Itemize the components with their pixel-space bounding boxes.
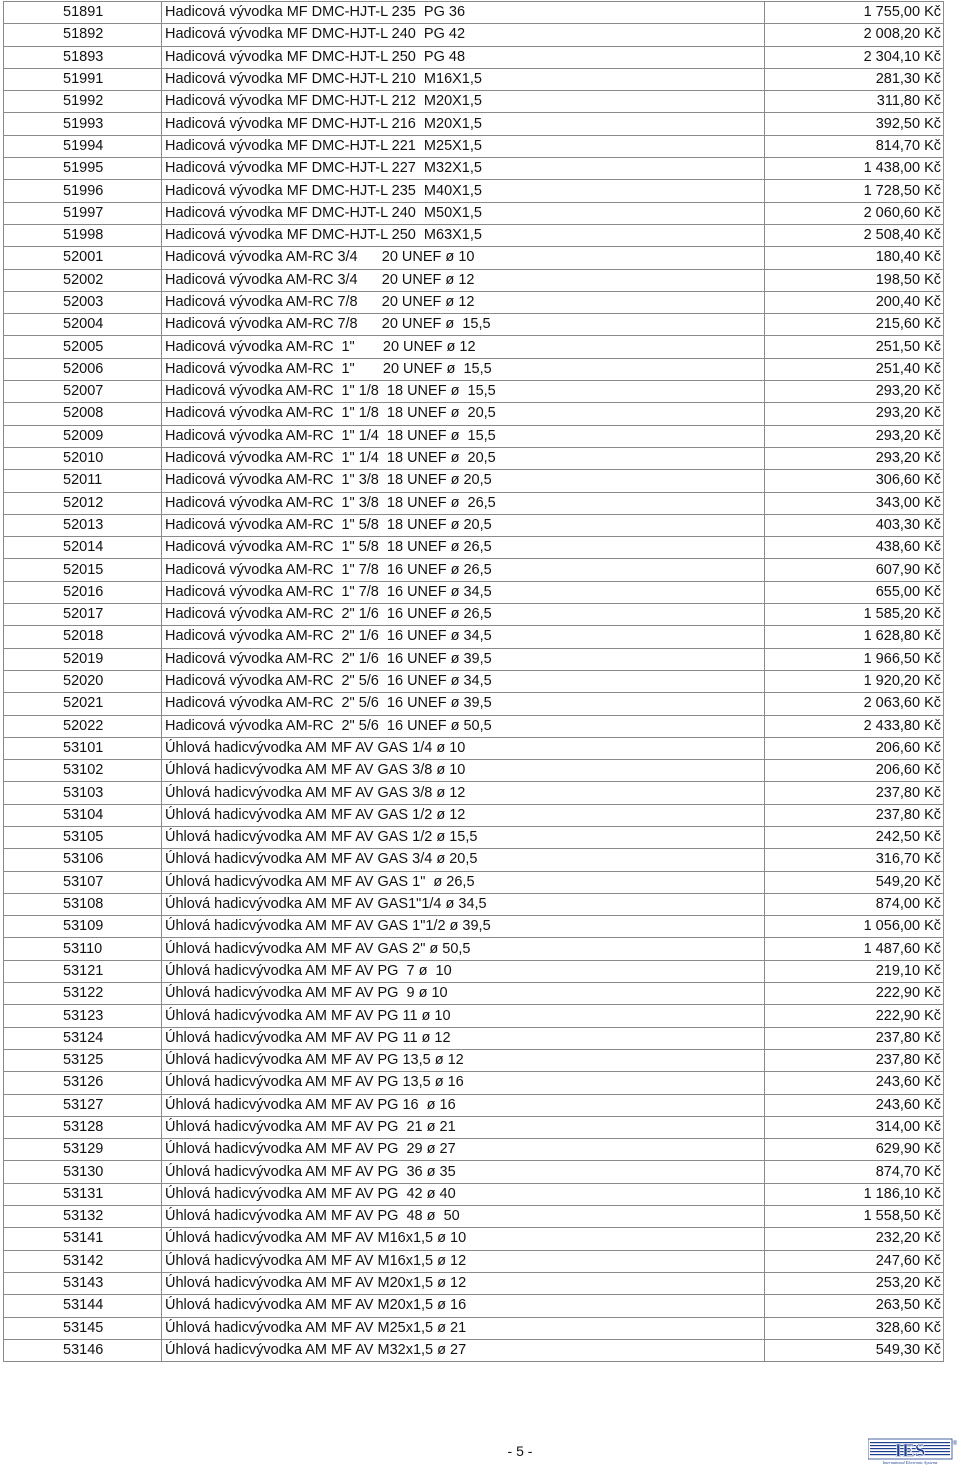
product-name: Úhlová hadicvývodka AM MF AV PG 13,5 ø 16 bbox=[162, 1072, 765, 1094]
product-price: 2 060,60 Kč bbox=[765, 202, 944, 224]
product-price: 243,60 Kč bbox=[765, 1072, 944, 1094]
product-price: 215,60 Kč bbox=[765, 314, 944, 336]
product-code: 52014 bbox=[4, 537, 162, 559]
product-code: 53107 bbox=[4, 871, 162, 893]
product-name: Úhlová hadicvývodka AM MF AV M20x1,5 ø 12 bbox=[162, 1272, 765, 1294]
logo-registered-mark: ® bbox=[952, 1441, 958, 1447]
price-list-body bbox=[4, 2, 944, 1362]
product-code: 53108 bbox=[4, 893, 162, 915]
table-row bbox=[4, 336, 944, 358]
product-price: 549,30 Kč bbox=[765, 1339, 944, 1361]
product-name: Úhlová hadicvývodka AM MF AV M16x1,5 ø 10 bbox=[162, 1228, 765, 1250]
product-name: Hadicová vývodka AM-RC 3/4 20 UNEF ø 12 bbox=[162, 269, 765, 291]
product-price: 237,80 Kč bbox=[765, 1049, 944, 1071]
product-code: 52013 bbox=[4, 514, 162, 536]
product-price: 607,90 Kč bbox=[765, 559, 944, 581]
product-code: 53124 bbox=[4, 1027, 162, 1049]
product-price: 293,20 Kč bbox=[765, 425, 944, 447]
product-name: Úhlová hadicvývodka AM MF AV GAS 1/2 ø 12 bbox=[162, 804, 765, 826]
product-price: 403,30 Kč bbox=[765, 514, 944, 536]
table-row bbox=[4, 269, 944, 291]
product-code: 52016 bbox=[4, 581, 162, 603]
product-name: Hadicová vývodka AM-RC 1" 7/8 16 UNEF ø 34,5 bbox=[162, 581, 765, 603]
table-row bbox=[4, 24, 944, 46]
product-code: 53109 bbox=[4, 916, 162, 938]
table-row bbox=[4, 983, 944, 1005]
product-code: 53128 bbox=[4, 1116, 162, 1138]
product-price: 1 755,00 Kč bbox=[765, 2, 944, 24]
product-name: Úhlová hadicvývodka AM MF AV M25x1,5 ø 21 bbox=[162, 1317, 765, 1339]
product-code: 51991 bbox=[4, 68, 162, 90]
product-code: 53141 bbox=[4, 1228, 162, 1250]
product-code: 51992 bbox=[4, 91, 162, 113]
table-row bbox=[4, 893, 944, 915]
product-price: 306,60 Kč bbox=[765, 470, 944, 492]
table-row bbox=[4, 202, 944, 224]
product-price: 232,20 Kč bbox=[765, 1228, 944, 1250]
product-name: Hadicová vývodka AM-RC 3/4 20 UNEF ø 10 bbox=[162, 247, 765, 269]
product-name: Hadicová vývodka MF DMC-HJT-L 240 PG 42 bbox=[162, 24, 765, 46]
table-row bbox=[4, 425, 944, 447]
product-price: 219,10 Kč bbox=[765, 960, 944, 982]
product-name: Úhlová hadicvývodka AM MF AV PG 36 ø 35 bbox=[162, 1161, 765, 1183]
table-row bbox=[4, 826, 944, 848]
product-code: 52017 bbox=[4, 604, 162, 626]
table-row bbox=[4, 403, 944, 425]
product-price: 1 558,50 Kč bbox=[765, 1206, 944, 1228]
product-code: 53106 bbox=[4, 849, 162, 871]
product-price: 814,70 Kč bbox=[765, 135, 944, 157]
table-row bbox=[4, 381, 944, 403]
product-name: Úhlová hadicvývodka AM MF AV PG 29 ø 27 bbox=[162, 1139, 765, 1161]
product-code: 53145 bbox=[4, 1317, 162, 1339]
product-price: 328,60 Kč bbox=[765, 1317, 944, 1339]
table-row bbox=[4, 1339, 944, 1361]
product-price: 237,80 Kč bbox=[765, 782, 944, 804]
product-code: 52015 bbox=[4, 559, 162, 581]
product-code: 52008 bbox=[4, 403, 162, 425]
table-row bbox=[4, 804, 944, 826]
product-name: Úhlová hadicvývodka AM MF AV PG 11 ø 12 bbox=[162, 1027, 765, 1049]
product-code: 53110 bbox=[4, 938, 162, 960]
product-price: 180,40 Kč bbox=[765, 247, 944, 269]
product-name: Úhlová hadicvývodka AM MF AV M20x1,5 ø 16 bbox=[162, 1295, 765, 1317]
product-name: Hadicová vývodka MF DMC-HJT-L 212 M20X1,5 bbox=[162, 91, 765, 113]
product-price: 1 728,50 Kč bbox=[765, 180, 944, 202]
product-name: Úhlová hadicvývodka AM MF AV GAS 3/4 ø 20,5 bbox=[162, 849, 765, 871]
product-price: 251,40 Kč bbox=[765, 358, 944, 380]
table-row bbox=[4, 46, 944, 68]
product-name: Hadicová vývodka AM-RC 1" 3/8 18 UNEF ø 26,5 bbox=[162, 492, 765, 514]
product-name: Úhlová hadicvývodka AM MF AV GAS 2" ø 50,5 bbox=[162, 938, 765, 960]
product-name: Hadicová vývodka AM-RC 1" 3/8 18 UNEF ø 20,5 bbox=[162, 470, 765, 492]
product-price: 2 508,40 Kč bbox=[765, 224, 944, 246]
product-code: 53105 bbox=[4, 826, 162, 848]
product-price: 293,20 Kč bbox=[765, 447, 944, 469]
product-name: Hadicová vývodka AM-RC 1" 5/8 18 UNEF ø 26,5 bbox=[162, 537, 765, 559]
product-price: 263,50 Kč bbox=[765, 1295, 944, 1317]
table-row bbox=[4, 180, 944, 202]
product-code: 53132 bbox=[4, 1206, 162, 1228]
product-price: 2 433,80 Kč bbox=[765, 715, 944, 737]
table-row bbox=[4, 1005, 944, 1027]
product-name: Hadicová vývodka MF DMC-HJT-L 221 M25X1,5 bbox=[162, 135, 765, 157]
product-name: Úhlová hadicvývodka AM MF AV PG 9 ø 10 bbox=[162, 983, 765, 1005]
product-price: 316,70 Kč bbox=[765, 849, 944, 871]
product-name: Hadicová vývodka AM-RC 1" 1/8 18 UNEF ø 15,5 bbox=[162, 381, 765, 403]
product-code: 53131 bbox=[4, 1183, 162, 1205]
ies-logo bbox=[868, 1437, 958, 1465]
product-price: 1 585,20 Kč bbox=[765, 604, 944, 626]
product-price: 2 063,60 Kč bbox=[765, 693, 944, 715]
product-name: Hadicová vývodka AM-RC 2" 5/6 16 UNEF ø 39,5 bbox=[162, 693, 765, 715]
product-name: Úhlová hadicvývodka AM MF AV PG 21 ø 21 bbox=[162, 1116, 765, 1138]
table-row bbox=[4, 849, 944, 871]
product-name: Úhlová hadicvývodka AM MF AV GAS 3/8 ø 10 bbox=[162, 760, 765, 782]
product-name: Hadicová vývodka AM-RC 1" 1/8 18 UNEF ø 20,5 bbox=[162, 403, 765, 425]
table-row bbox=[4, 91, 944, 113]
product-code: 52007 bbox=[4, 381, 162, 403]
product-name: Úhlová hadicvývodka AM MF AV GAS 1"1/2 ø 39,5 bbox=[162, 916, 765, 938]
product-code: 53143 bbox=[4, 1272, 162, 1294]
table-row bbox=[4, 68, 944, 90]
table-row bbox=[4, 135, 944, 157]
table-row bbox=[4, 1317, 944, 1339]
product-name: Hadicová vývodka MF DMC-HJT-L 250 PG 48 bbox=[162, 46, 765, 68]
product-price: 253,20 Kč bbox=[765, 1272, 944, 1294]
product-price: 343,00 Kč bbox=[765, 492, 944, 514]
product-name: Úhlová hadicvývodka AM MF AV GAS1"1/4 ø 34,5 bbox=[162, 893, 765, 915]
product-price: 1 186,10 Kč bbox=[765, 1183, 944, 1205]
product-code: 51994 bbox=[4, 135, 162, 157]
product-code: 53122 bbox=[4, 983, 162, 1005]
product-name: Hadicová vývodka MF DMC-HJT-L 210 M16X1,5 bbox=[162, 68, 765, 90]
product-code: 53101 bbox=[4, 737, 162, 759]
product-code: 51892 bbox=[4, 24, 162, 46]
table-row bbox=[4, 1094, 944, 1116]
product-name: Úhlová hadicvývodka AM MF AV PG 16 ø 16 bbox=[162, 1094, 765, 1116]
product-name: Hadicová vývodka MF DMC-HJT-L 250 M63X1,5 bbox=[162, 224, 765, 246]
product-code: 51996 bbox=[4, 180, 162, 202]
product-name: Úhlová hadicvývodka AM MF AV PG 11 ø 10 bbox=[162, 1005, 765, 1027]
product-name: Hadicová vývodka AM-RC 2" 5/6 16 UNEF ø 50,5 bbox=[162, 715, 765, 737]
table-row bbox=[4, 113, 944, 135]
product-name: Hadicová vývodka AM-RC 1" 1/4 18 UNEF ø 20,5 bbox=[162, 447, 765, 469]
table-row bbox=[4, 514, 944, 536]
product-code: 52010 bbox=[4, 447, 162, 469]
product-price: 314,00 Kč bbox=[765, 1116, 944, 1138]
product-code: 52022 bbox=[4, 715, 162, 737]
product-code: 53126 bbox=[4, 1072, 162, 1094]
product-name: Hadicová vývodka AM-RC 2" 5/6 16 UNEF ø 34,5 bbox=[162, 670, 765, 692]
product-name: Úhlová hadicvývodka AM MF AV PG 13,5 ø 12 bbox=[162, 1049, 765, 1071]
product-price: 243,60 Kč bbox=[765, 1094, 944, 1116]
product-code: 52021 bbox=[4, 693, 162, 715]
product-name: Hadicová vývodka MF DMC-HJT-L 216 M20X1,5 bbox=[162, 113, 765, 135]
product-price: 549,20 Kč bbox=[765, 871, 944, 893]
product-code: 52018 bbox=[4, 626, 162, 648]
product-code: 53146 bbox=[4, 1339, 162, 1361]
table-row bbox=[4, 581, 944, 603]
product-name: Hadicová vývodka MF DMC-HJT-L 227 M32X1,5 bbox=[162, 158, 765, 180]
product-price: 198,50 Kč bbox=[765, 269, 944, 291]
product-code: 52001 bbox=[4, 247, 162, 269]
product-price: 200,40 Kč bbox=[765, 291, 944, 313]
table-row bbox=[4, 1072, 944, 1094]
table-row bbox=[4, 2, 944, 24]
table-row bbox=[4, 1250, 944, 1272]
table-row bbox=[4, 291, 944, 313]
logo-tagline: International Electronic Systems bbox=[882, 1460, 938, 1465]
product-code: 51893 bbox=[4, 46, 162, 68]
product-price: 293,20 Kč bbox=[765, 403, 944, 425]
product-name: Hadicová vývodka AM-RC 1" 5/8 18 UNEF ø 20,5 bbox=[162, 514, 765, 536]
product-code: 52019 bbox=[4, 648, 162, 670]
product-price: 242,50 Kč bbox=[765, 826, 944, 848]
product-code: 51997 bbox=[4, 202, 162, 224]
table-row bbox=[4, 158, 944, 180]
product-price: 222,90 Kč bbox=[765, 1005, 944, 1027]
table-row bbox=[4, 938, 944, 960]
product-price: 206,60 Kč bbox=[765, 737, 944, 759]
table-row bbox=[4, 314, 944, 336]
product-price: 874,70 Kč bbox=[765, 1161, 944, 1183]
product-name: Hadicová vývodka AM-RC 1" 20 UNEF ø 15,5 bbox=[162, 358, 765, 380]
product-name: Hadicová vývodka AM-RC 2" 1/6 16 UNEF ø 26,5 bbox=[162, 604, 765, 626]
table-row bbox=[4, 604, 944, 626]
product-name: Úhlová hadicvývodka AM MF AV M16x1,5 ø 12 bbox=[162, 1250, 765, 1272]
product-price: 251,50 Kč bbox=[765, 336, 944, 358]
table-row bbox=[4, 224, 944, 246]
product-code: 52006 bbox=[4, 358, 162, 380]
table-row bbox=[4, 358, 944, 380]
product-price: 2 008,20 Kč bbox=[765, 24, 944, 46]
table-row bbox=[4, 559, 944, 581]
product-code: 52005 bbox=[4, 336, 162, 358]
product-code: 52004 bbox=[4, 314, 162, 336]
product-name: Hadicová vývodka AM-RC 7/8 20 UNEF ø 15,5 bbox=[162, 314, 765, 336]
product-code: 53130 bbox=[4, 1161, 162, 1183]
table-row bbox=[4, 1139, 944, 1161]
table-row bbox=[4, 1206, 944, 1228]
product-price: 237,80 Kč bbox=[765, 804, 944, 826]
product-code: 53127 bbox=[4, 1094, 162, 1116]
logo-letters: IES bbox=[894, 1440, 926, 1462]
table-row bbox=[4, 693, 944, 715]
table-row bbox=[4, 670, 944, 692]
table-row bbox=[4, 648, 944, 670]
table-row bbox=[4, 247, 944, 269]
product-code: 52012 bbox=[4, 492, 162, 514]
table-row bbox=[4, 1027, 944, 1049]
product-name: Úhlová hadicvývodka AM MF AV PG 42 ø 40 bbox=[162, 1183, 765, 1205]
product-price: 311,80 Kč bbox=[765, 91, 944, 113]
product-code: 51995 bbox=[4, 158, 162, 180]
table-row bbox=[4, 1228, 944, 1250]
product-code: 52009 bbox=[4, 425, 162, 447]
product-price: 1 487,60 Kč bbox=[765, 938, 944, 960]
product-code: 53129 bbox=[4, 1139, 162, 1161]
product-name: Hadicová vývodka AM-RC 1" 20 UNEF ø 12 bbox=[162, 336, 765, 358]
table-row bbox=[4, 1183, 944, 1205]
product-code: 53123 bbox=[4, 1005, 162, 1027]
product-code: 53102 bbox=[4, 760, 162, 782]
product-price: 293,20 Kč bbox=[765, 381, 944, 403]
product-price: 874,00 Kč bbox=[765, 893, 944, 915]
table-row bbox=[4, 1161, 944, 1183]
product-price: 1 966,50 Kč bbox=[765, 648, 944, 670]
table-row bbox=[4, 492, 944, 514]
product-name: Úhlová hadicvývodka AM MF AV PG 7 ø 10 bbox=[162, 960, 765, 982]
table-row bbox=[4, 626, 944, 648]
product-code: 52002 bbox=[4, 269, 162, 291]
price-list-table bbox=[3, 1, 944, 1362]
product-price: 222,90 Kč bbox=[765, 983, 944, 1005]
product-code: 53144 bbox=[4, 1295, 162, 1317]
table-row bbox=[4, 916, 944, 938]
product-price: 438,60 Kč bbox=[765, 537, 944, 559]
product-name: Úhlová hadicvývodka AM MF AV GAS 1/4 ø 10 bbox=[162, 737, 765, 759]
product-name: Hadicová vývodka AM-RC 7/8 20 UNEF ø 12 bbox=[162, 291, 765, 313]
product-name: Úhlová hadicvývodka AM MF AV M32x1,5 ø 27 bbox=[162, 1339, 765, 1361]
product-name: Úhlová hadicvývodka AM MF AV PG 48 ø 50 bbox=[162, 1206, 765, 1228]
table-row bbox=[4, 960, 944, 982]
product-code: 52011 bbox=[4, 470, 162, 492]
product-name: Úhlová hadicvývodka AM MF AV GAS 1" ø 26,5 bbox=[162, 871, 765, 893]
product-price: 1 628,80 Kč bbox=[765, 626, 944, 648]
table-row bbox=[4, 1272, 944, 1294]
page-number: - 5 - bbox=[507, 1443, 533, 1459]
product-name: Hadicová vývodka AM-RC 2" 1/6 16 UNEF ø 34,5 bbox=[162, 626, 765, 648]
product-name: Hadicová vývodka MF DMC-HJT-L 235 PG 36 bbox=[162, 2, 765, 24]
product-price: 247,60 Kč bbox=[765, 1250, 944, 1272]
product-code: 53121 bbox=[4, 960, 162, 982]
product-name: Hadicová vývodka MF DMC-HJT-L 235 M40X1,5 bbox=[162, 180, 765, 202]
table-row bbox=[4, 871, 944, 893]
product-price: 392,50 Kč bbox=[765, 113, 944, 135]
product-code: 53142 bbox=[4, 1250, 162, 1272]
product-price: 281,30 Kč bbox=[765, 68, 944, 90]
product-price: 2 304,10 Kč bbox=[765, 46, 944, 68]
product-name: Hadicová vývodka AM-RC 2" 1/6 16 UNEF ø 39,5 bbox=[162, 648, 765, 670]
product-code: 51891 bbox=[4, 2, 162, 24]
product-code: 52003 bbox=[4, 291, 162, 313]
product-name: Úhlová hadicvývodka AM MF AV GAS 1/2 ø 15,5 bbox=[162, 826, 765, 848]
product-name: Hadicová vývodka AM-RC 1" 7/8 16 UNEF ø 26,5 bbox=[162, 559, 765, 581]
product-price: 206,60 Kč bbox=[765, 760, 944, 782]
table-row bbox=[4, 537, 944, 559]
table-row bbox=[4, 715, 944, 737]
product-price: 237,80 Kč bbox=[765, 1027, 944, 1049]
table-row bbox=[4, 1049, 944, 1071]
product-code: 52020 bbox=[4, 670, 162, 692]
product-price: 1 056,00 Kč bbox=[765, 916, 944, 938]
product-price: 1 920,20 Kč bbox=[765, 670, 944, 692]
table-row bbox=[4, 1295, 944, 1317]
product-code: 53103 bbox=[4, 782, 162, 804]
product-code: 53125 bbox=[4, 1049, 162, 1071]
table-row bbox=[4, 1116, 944, 1138]
product-code: 51993 bbox=[4, 113, 162, 135]
product-price: 655,00 Kč bbox=[765, 581, 944, 603]
product-price: 1 438,00 Kč bbox=[765, 158, 944, 180]
product-name: Hadicová vývodka AM-RC 1" 1/4 18 UNEF ø 15,5 bbox=[162, 425, 765, 447]
product-code: 51998 bbox=[4, 224, 162, 246]
table-row bbox=[4, 782, 944, 804]
table-row bbox=[4, 760, 944, 782]
product-name: Hadicová vývodka MF DMC-HJT-L 240 M50X1,5 bbox=[162, 202, 765, 224]
product-code: 53104 bbox=[4, 804, 162, 826]
table-row bbox=[4, 447, 944, 469]
product-price: 629,90 Kč bbox=[765, 1139, 944, 1161]
table-row bbox=[4, 470, 944, 492]
product-name: Úhlová hadicvývodka AM MF AV GAS 3/8 ø 12 bbox=[162, 782, 765, 804]
table-row bbox=[4, 737, 944, 759]
